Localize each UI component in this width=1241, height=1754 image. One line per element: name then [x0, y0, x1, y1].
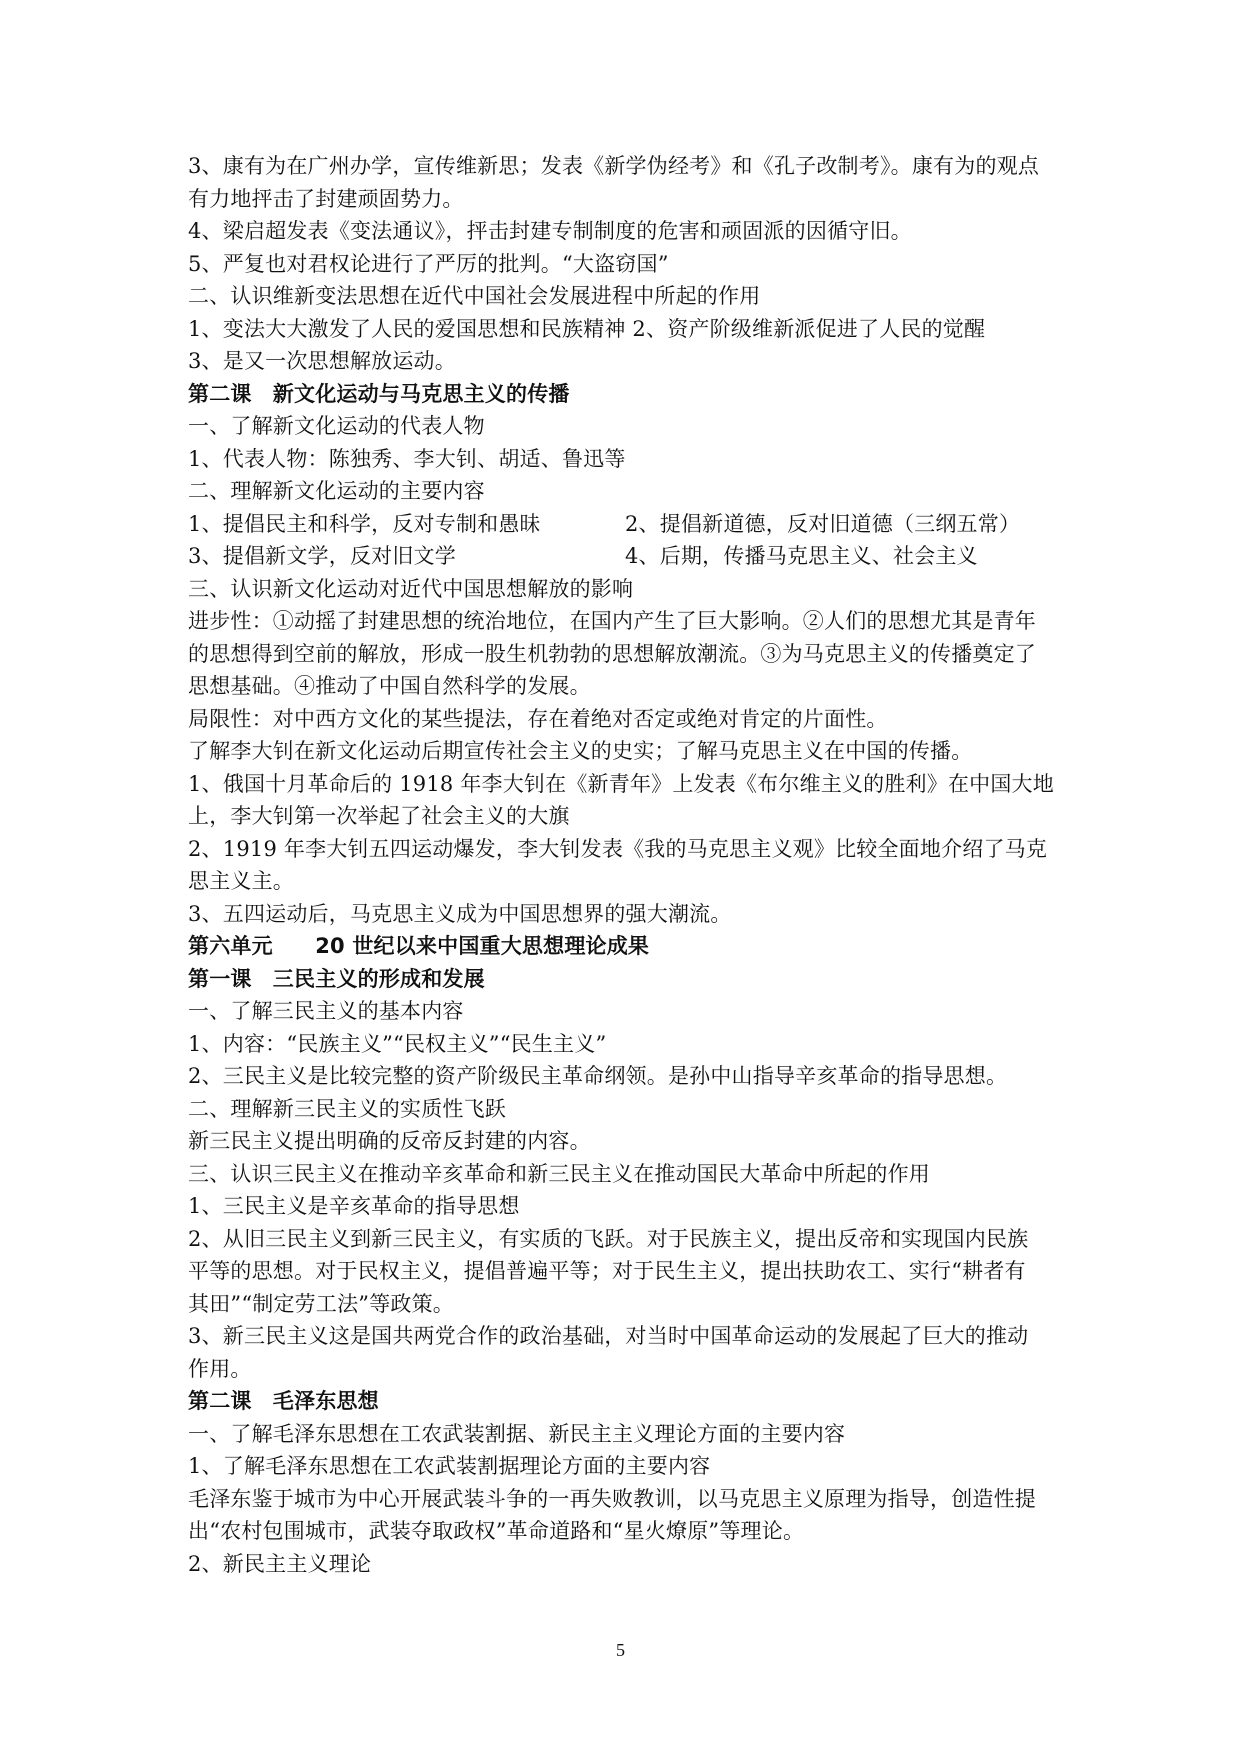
text-line: 2、1919 年李大钊五四运动爆发，李大钊发表《我的马克思主义观》比较全面地介绍了马克 — [188, 836, 1048, 861]
text-line: 3、是又一次思想解放运动。 — [188, 349, 456, 373]
text-line: 思想基础。④推动了中国自然科学的发展。 — [188, 674, 591, 698]
text-item: 3、提倡新文学，反对旧文学 — [188, 544, 456, 568]
text-line: 2、从旧三民主义到新三民主义，有实质的飞跃。对于民族主义，提出反帝和实现国内民族 — [188, 1226, 1029, 1251]
text-line: 作用。 — [188, 1356, 252, 1381]
text-line: 局限性：对中西方文化的某些提法，存在着绝对否定或绝对肯定的片面性。 — [188, 706, 888, 731]
text-item: 1、提倡民主和科学，反对专制和愚昧 — [188, 511, 541, 536]
lesson-heading: 第二课 毛泽东思想 — [188, 1389, 379, 1413]
unit-heading: 第六单元 20 世纪以来中国重大思想理论成果 — [188, 934, 650, 958]
text-line: 3、五四运动后，马克思主义成为中国思想界的强大潮流。 — [188, 901, 732, 926]
section-heading: 二、认识维新变法思想在近代中国社会发展进程中所起的作用 — [188, 284, 761, 308]
text-line: 1、内容：“民族主义”“民权主义”“民生主义” — [188, 1031, 607, 1056]
section-heading: 一、了解三民主义的基本内容 — [188, 999, 464, 1023]
text-line: 5、严复也对君权论进行了严厉的批判。“大盗窃国” — [188, 251, 669, 276]
text-item: 4、后期，传播马克思主义、社会主义 — [625, 544, 978, 568]
text-line: 出“农村包围城市，武装夺取政权”革命道路和“星火燎原”等理论。 — [188, 1519, 805, 1543]
lesson-heading: 第二课 新文化运动与马克思主义的传播 — [188, 381, 570, 406]
text-line: 平等的思想。对于民权主义，提倡普遍平等；对于民生主义，提出扶助农工、实行“耕者有 — [188, 1259, 1026, 1283]
text-line: 3、新三民主义这是国共两党合作的政治基础，对当时中国革命运动的发展起了巨大的推动 — [188, 1324, 1029, 1348]
page-number: 5 — [616, 1640, 625, 1660]
text-line: 1、俄国十月革命后的 1918 年李大钊在《新青年》上发表《布尔维主义的胜利》在中国大地 — [188, 771, 1054, 796]
section-heading: 一、了解毛泽东思想在工农武装割据、新民主主义理论方面的主要内容 — [188, 1421, 846, 1446]
section-heading: 二、理解新三民主义的实质性飞跃 — [188, 1096, 506, 1121]
text-line: 3、康有为在广州办学，宣传维新思；发表《新学伪经考》和《孔子改制考》。康有为的观点 — [188, 154, 1040, 178]
section-heading: 三、认识新文化运动对近代中国思想解放的影响 — [188, 576, 634, 601]
text-line: 思主义主。 — [188, 869, 294, 893]
text-line: 4、梁启超发表《变法通议》，抨击封建专制制度的危害和顽固派的因循守旧。 — [188, 219, 912, 243]
text-line: 的思想得到空前的解放，形成一股生机勃勃的思想解放潮流。③为马克思主义的传播奠定了 — [188, 641, 1036, 666]
text-line: 毛泽东鉴于城市为中心开展武装斗争的一再失败教训，以马克思主义原理为指导，创造性提 — [188, 1486, 1036, 1511]
section-heading: 一、了解新文化运动的代表人物 — [188, 414, 485, 438]
section-heading: 二、理解新文化运动的主要内容 — [188, 479, 485, 503]
text-item: 2、提倡新道德，反对旧道德（三纲五常） — [625, 511, 1021, 536]
two-column-row — [188, 508, 1058, 541]
text-line: 有力地抨击了封建顽固势力。 — [188, 186, 464, 211]
text-line: 2、新民主主义理论 — [188, 1551, 372, 1576]
section-heading: 三、认识三民主义在推动辛亥革命和新三民主义在推动国民大革命中所起的作用 — [188, 1161, 930, 1186]
text-line: 其田”“制定劳工法”等政策。 — [188, 1291, 455, 1316]
text-line: 1、三民主义是辛亥革命的指导思想 — [188, 1194, 520, 1218]
text-line: 新三民主义提出明确的反帝反封建的内容。 — [188, 1129, 591, 1153]
text-line: 1、代表人物：陈独秀、李大钊、胡适、鲁迅等 — [188, 446, 626, 471]
text-line: 1、变法大大激发了人民的爱国思想和民族精神 2、资产阶级维新派促进了人民的觉醒 — [188, 316, 986, 341]
lesson-heading: 第一课 三民主义的形成和发展 — [188, 966, 485, 991]
text-line: 进步性：①动摇了封建思想的统治地位，在国内产生了巨大影响。②人们的思想尤其是青年 — [188, 609, 1036, 633]
text-line: 1、了解毛泽东思想在工农武装割据理论方面的主要内容 — [188, 1454, 711, 1478]
text-line: 上，李大钊第一次举起了社会主义的大旗 — [188, 804, 570, 828]
text-line: 2、三民主义是比较完整的资产阶级民主革命纲领。是孙中山指导辛亥革命的指导思想。 — [188, 1064, 1008, 1088]
page-content — [188, 150, 1058, 1580]
two-column-row — [188, 540, 1058, 573]
text-line: 了解李大钊在新文化运动后期宣传社会主义的史实；了解马克思主义在中国的传播。 — [188, 739, 973, 763]
